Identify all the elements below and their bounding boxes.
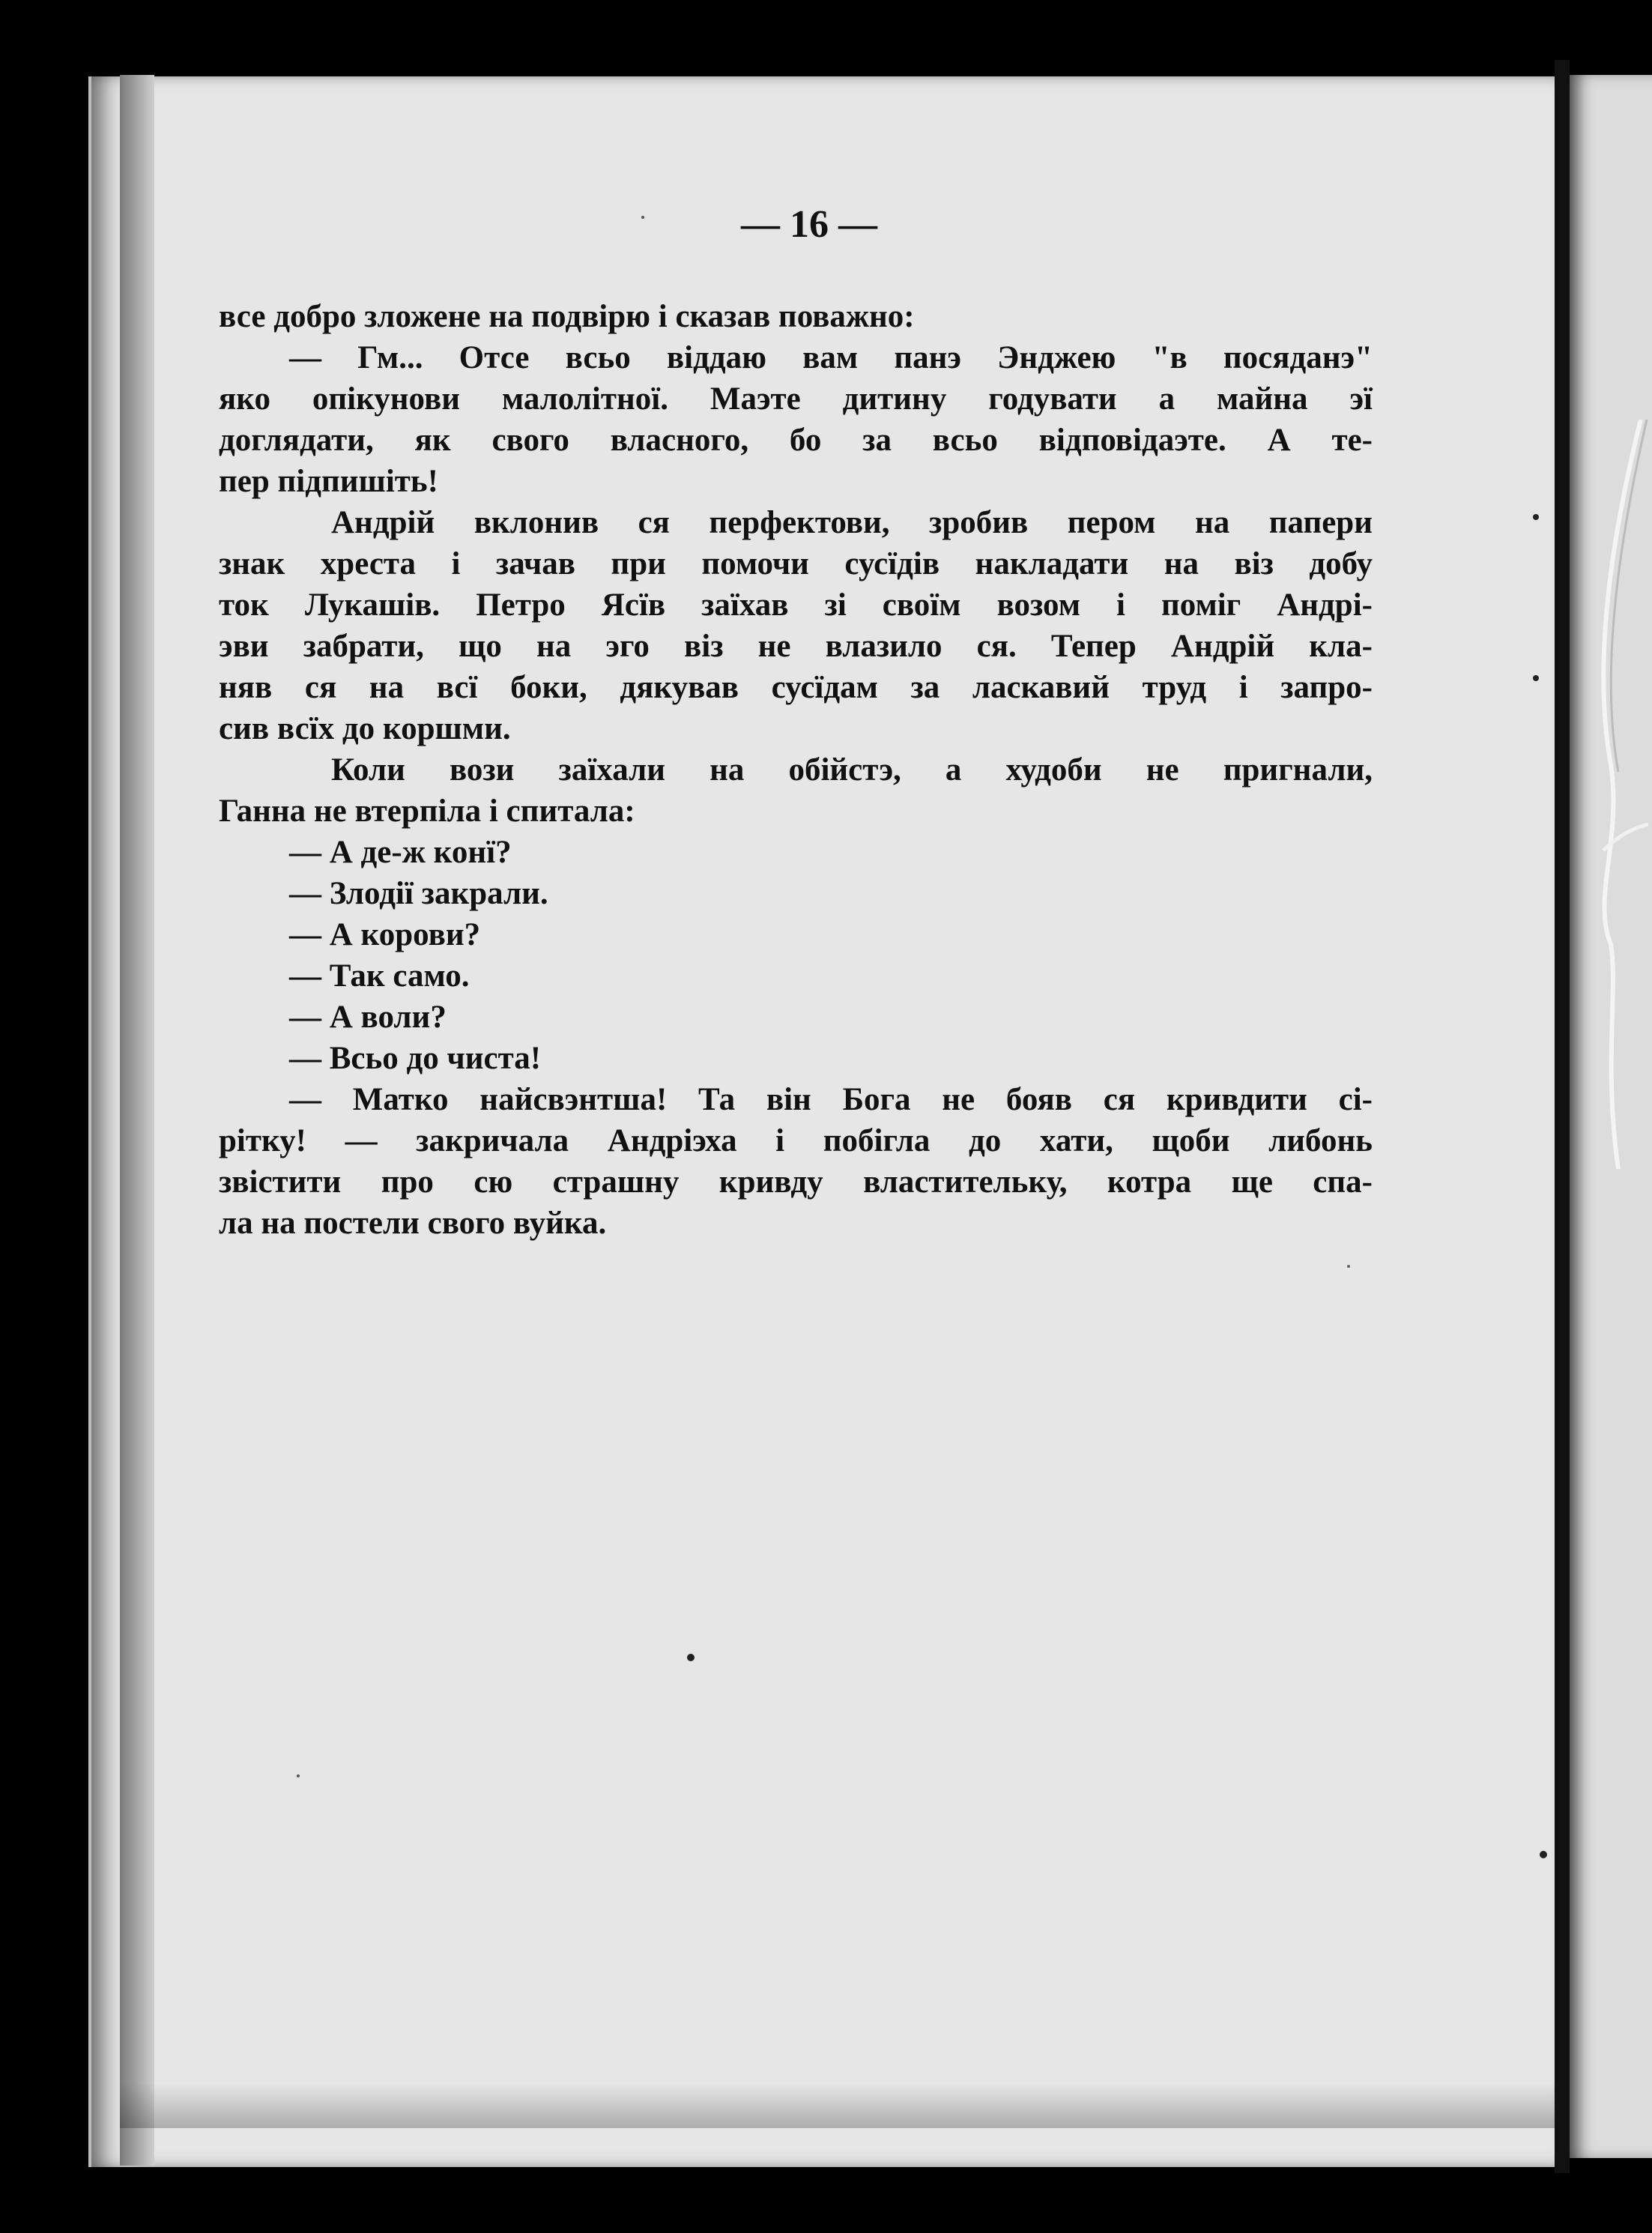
text-line: доглядати, як свого власного, бо за всьо відповідаэте. А те- xyxy=(219,423,1373,458)
text-line: — Гм... Отсе всьо віддаю вам панэ Энджею "в посяданэ" xyxy=(289,340,1373,375)
text-line: сив всїх до коршми. xyxy=(219,711,511,746)
text-line: — А воли? xyxy=(289,1000,447,1035)
text-line: Коли вози заїхали на обійстэ, а худоби не пригнали, xyxy=(331,752,1373,788)
page-text xyxy=(219,296,1373,1244)
text-line: — Злодії закрали. xyxy=(289,876,548,911)
text-line: Ганна не втерпіла і спитала: xyxy=(219,794,635,829)
text-line: — Всьо до чиста! xyxy=(289,1041,542,1076)
text-line: яко опікунови малолітної. Маэте дитину годувати а майна эї xyxy=(219,381,1373,417)
text-line: — А де-ж конї? xyxy=(289,835,512,870)
text-line: ток Лукашів. Петро Ясїв заїхав зі своїм возом і поміг Андрі- xyxy=(219,587,1373,623)
text-line: Андрій вклонив ся перфектови, зробив пером на папери xyxy=(331,505,1373,540)
text-line: эви забрати, що на эго віз не влазило ся. Тепер Андрій кла- xyxy=(219,629,1373,664)
text-line: все добро зложене на подвірю і сказав поважно: xyxy=(219,299,915,334)
text-line: няв ся на всї боки, дякував сусїдам за ласкавий труд і запро- xyxy=(219,670,1373,705)
book-gutter xyxy=(1555,60,1570,2173)
text-line: пер підпишіть! xyxy=(219,464,438,499)
text-line: — Матко найсвэнтша! Та він Бога не бояв ся кривдити сі- xyxy=(289,1082,1373,1117)
page-bottom-shadow xyxy=(120,2083,1566,2128)
text-line: рітку! — закричала Андріэха і побігла до хати, щоби либонь xyxy=(219,1123,1373,1158)
text-line: ла на постели свого вуйка. xyxy=(219,1206,607,1241)
bookmark-thread xyxy=(1588,420,1652,1169)
text-line: — Так само. xyxy=(289,958,470,994)
text-line: — А корови? xyxy=(289,917,481,952)
page-number: — 16 — xyxy=(741,203,877,246)
text-line: звістити про сю страшну кривду властительку, котра ще спа- xyxy=(219,1164,1373,1200)
text-line: знак хреста і зачав при помочи сусїдів накладати на віз добу xyxy=(219,546,1373,581)
page-edge-shadow xyxy=(120,75,154,2166)
